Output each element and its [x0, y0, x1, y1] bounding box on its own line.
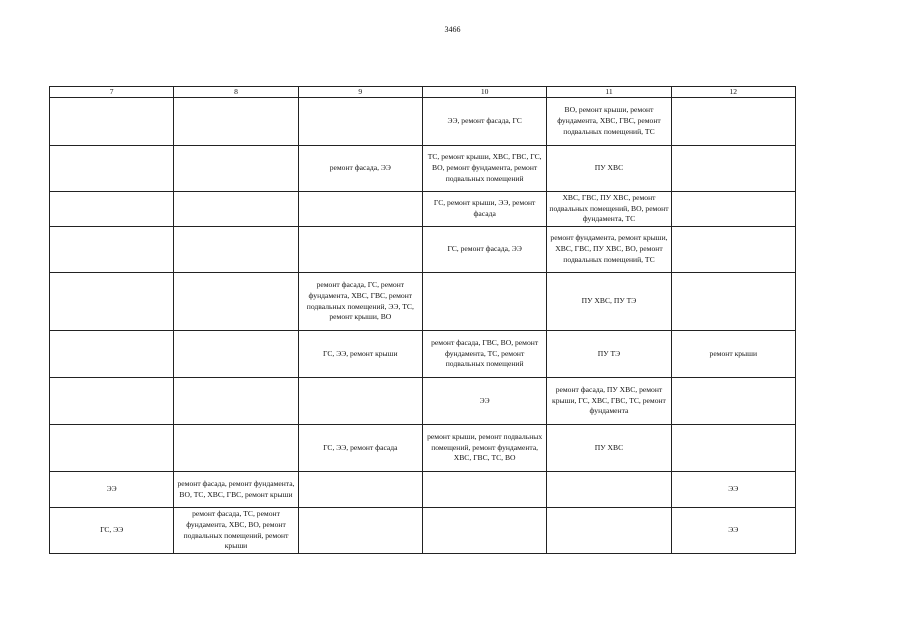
- table-cell: ПУ ТЭ: [547, 331, 671, 378]
- table-cell: [174, 378, 298, 425]
- table-row: [50, 331, 796, 378]
- schedule-table: [49, 86, 796, 554]
- table-row: [50, 227, 796, 273]
- table-cell: ЭЭ: [671, 472, 795, 508]
- table-cell: [671, 378, 795, 425]
- table-cell: [298, 472, 422, 508]
- table-row: [50, 98, 796, 146]
- table-cell: [50, 425, 174, 472]
- table-cell: ГС, ЭЭ, ремонт крыши: [298, 331, 422, 378]
- table-cell: [422, 273, 546, 331]
- table-cell: [174, 146, 298, 192]
- column-header-8: 8: [174, 87, 298, 98]
- table-cell: ГС, ЭЭ: [50, 508, 174, 554]
- table-cell: [671, 227, 795, 273]
- table-cell: [50, 378, 174, 425]
- table-row: [50, 378, 796, 425]
- table-cell: [298, 192, 422, 227]
- table-cell: [422, 472, 546, 508]
- table-cell: ремонт крыши: [671, 331, 795, 378]
- table-cell: [50, 331, 174, 378]
- table-cell: ГС, ремонт фасада, ЭЭ: [422, 227, 546, 273]
- table-cell: [174, 331, 298, 378]
- table-cell: ХВС, ГВС, ПУ ХВС, ремонт подвальных помещений, ВО, ремонт фундамента, ТС: [547, 192, 671, 227]
- table-row: [50, 273, 796, 331]
- table-cell: ЭЭ: [671, 508, 795, 554]
- table-cell: ремонт фасада, ГВС, ВО, ремонт фундамента, ТС, ремонт подвальных помещений: [422, 331, 546, 378]
- table-cell: [174, 425, 298, 472]
- table-cell: [671, 192, 795, 227]
- column-header-10: 10: [422, 87, 546, 98]
- table-cell: [50, 98, 174, 146]
- page-number: 3466: [444, 25, 461, 34]
- table-cell: [50, 227, 174, 273]
- table-cell: ЭЭ, ремонт фасада, ГС: [422, 98, 546, 146]
- table-cell: [671, 146, 795, 192]
- table-cell: [671, 273, 795, 331]
- table-cell: [174, 227, 298, 273]
- table-row: [50, 425, 796, 472]
- table-cell: ВО, ремонт крыши, ремонт фундамента, ХВС, ГВС, ремонт подвальных помещений, ТС: [547, 98, 671, 146]
- table-cell: ЭЭ: [50, 472, 174, 508]
- table-cell: [50, 273, 174, 331]
- table-row: [50, 472, 796, 508]
- column-header-11: 11: [547, 87, 671, 98]
- table-cell: ремонт фасада, ремонт фундамента, ВО, ТС, ХВС, ГВС, ремонт крыши: [174, 472, 298, 508]
- table-cell: ремонт крыши, ремонт подвальных помещений, ремонт фундамента, ХВС, ГВС, ТС, ВО: [422, 425, 546, 472]
- table-cell: [298, 378, 422, 425]
- column-header-12: 12: [671, 87, 795, 98]
- table-cell: ГС, ремонт крыши, ЭЭ, ремонт фасада: [422, 192, 546, 227]
- table-cell: ТС, ремонт крыши, ХВС, ГВС, ГС, ВО, ремонт фундамента, ремонт подвальных помещений: [422, 146, 546, 192]
- column-header-7: 7: [50, 87, 174, 98]
- table-cell: ПУ ХВС: [547, 425, 671, 472]
- table-cell: [671, 98, 795, 146]
- table-cell: [547, 508, 671, 554]
- column-header-9: 9: [298, 87, 422, 98]
- table-cell: [422, 508, 546, 554]
- table-cell: [174, 273, 298, 331]
- table-row: [50, 508, 796, 554]
- table-cell: ремонт фасада, ТС, ремонт фундамента, ХВС, ВО, ремонт подвальных помещений, ремонт крыши: [174, 508, 298, 554]
- table-cell: [298, 227, 422, 273]
- table-row: [50, 146, 796, 192]
- table-cell: [174, 192, 298, 227]
- table-cell: ПУ ХВС, ПУ ТЭ: [547, 273, 671, 331]
- table-cell: ремонт фундамента, ремонт крыши, ХВС, ГВС, ПУ ХВС, ВО, ремонт подвальных помещений, ТС: [547, 227, 671, 273]
- table-cell: [298, 98, 422, 146]
- table-cell: ГС, ЭЭ, ремонт фасада: [298, 425, 422, 472]
- header-row: [50, 87, 796, 98]
- table-cell: ремонт фасада, ГС, ремонт фундамента, ХВС, ГВС, ремонт подвальных помещений, ЭЭ, ТС, ремонт крыши, ВО: [298, 273, 422, 331]
- table-cell: [671, 425, 795, 472]
- table-cell: [174, 98, 298, 146]
- table-cell: ЭЭ: [422, 378, 546, 425]
- table-row: [50, 192, 796, 227]
- table-cell: [298, 508, 422, 554]
- table-cell: [50, 192, 174, 227]
- table-cell: ПУ ХВС: [547, 146, 671, 192]
- table-cell: [547, 472, 671, 508]
- table-cell: ремонт фасада, ПУ ХВС, ремонт крыши, ГС, ХВС, ГВС, ТС, ремонт фундамента: [547, 378, 671, 425]
- table-cell: [50, 146, 174, 192]
- table-cell: ремонт фасада, ЭЭ: [298, 146, 422, 192]
